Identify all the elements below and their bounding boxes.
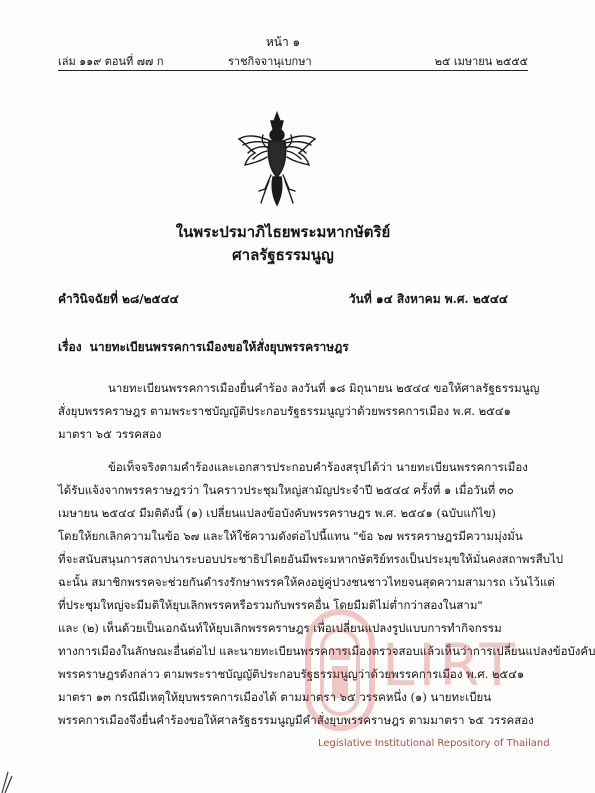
body-line: มาตรา ๖๕ วรรคสอง (58, 427, 162, 441)
garuda-emblem-icon (235, 111, 319, 207)
body-line: โดยให้ยกเลิกความในข้อ ๖๗ และให้ใช้ความดังต่อไปนี้แทน "ข้อ ๖๗ พรรคราษฎรมีความมุ่งมั่น (58, 529, 523, 543)
scan-artifact-icon (0, 768, 20, 793)
lirt-seal-icon (302, 608, 378, 732)
watermark-logo-text: LIRT (382, 631, 519, 699)
gazette-header (58, 52, 528, 68)
ruling-info (58, 290, 508, 306)
body-line: พรรคราษฎรดังกล่าว ตามพระราชบัญญัติประกอบรัฐธรรมนูญว่าด้วยพรรคการเมือง พ.ศ. ๒๕๔๑ (58, 667, 525, 681)
body-line: เมษายน ๒๕๔๔ มีมติดังนี้ (๑) เปลี่ยนแปลงข้อบังคับพรรคราษฎร พ.ศ. ๒๕๔๑ (ฉบับแก้ไข) (58, 506, 496, 520)
body-line: ได้รับแจ้งจากพรรคราษฎรว่า ในคราวประชุมใหญ่สามัญประจำปี ๒๕๔๔ ครั้งที่ ๑ เมื่อวันที่ ๓๐ (58, 483, 514, 497)
gazette-name: ราชกิจจานุเบกษา (228, 55, 312, 68)
royal-title: ในพระปรมาภิไธยพระมหากษัตริย์ (175, 223, 391, 241)
page-number: หน้า ๑ (265, 35, 301, 49)
volume-issue: เล่ม ๑๑๙ ตอนที่ ๗๗ ก (58, 55, 164, 68)
subject-text: นายทะเบียนพรรคการเมืองขอให้สั่งยุบพรรคราษฎร (89, 340, 349, 354)
body-line: มาตรา ๑๓ กรณีมีเหตุให้ยุบพรรคการเมืองได้ ตามมาตรา ๖๕ วรรคหนึ่ง (๑) นายทะเบียน (58, 690, 492, 704)
body-line: ฉะนั้น สมาชิกพรรคจะช่วยกันดำรงรักษาพรรคให้คงอยู่คู่ปวงชนชาวไทยจนสุดความสามารถ เว้นไว้แต่ (58, 575, 555, 589)
body-line: พรรคการเมืองจึงยื่นคำร้องขอให้ศาลรัฐธรรมนูญมีคำสั่งยุบพรรคราษฎร ตามมาตรา ๖๕ วรรคสอง (58, 713, 534, 727)
gazette-date: ๒๕ เมษายน ๒๕๕๕ (434, 55, 528, 68)
ruling-date: วันที่ ๑๔ สิงหาคม พ.ศ. ๒๕๔๔ (348, 292, 508, 306)
body-line: ที่ประชุมใหญ่จะมีมติให้ยุบเลิกพรรคหรือรวมกับพรรคอื่น โดยมีมติไม่ต่ำกว่าสองในสาม" (58, 598, 483, 612)
header-divider (58, 70, 528, 71)
body-line: สั่งยุบพรรคราษฎร ตามพระราชบัญญัติประกอบรัฐธรรมนูญว่าด้วยพรรคการเมือง พ.ศ. ๒๕๔๑ (58, 404, 511, 418)
subject-label: เรื่อง (58, 340, 82, 354)
court-name: ศาลรัฐธรรมนูญ (232, 246, 334, 264)
watermark-caption: Legislative Institutional Repository of Thailand (318, 738, 550, 749)
subject-line (58, 338, 349, 357)
body-line: นายทะเบียนพรรคการเมืองยื่นคำร้อง ลงวันที่ ๑๘ มิถุนายน ๒๕๔๔ ขอให้ศาลรัฐธรรมนูญ (108, 381, 540, 395)
body-line: ข้อเท็จจริงตามคำร้องและเอกสารประกอบคำร้องสรุปได้ว่า นายทะเบียนพรรคการเมือง (108, 460, 528, 474)
body-line: ที่จะสนับสนุนการสถาปนาระบอบประชาธิปไตยอันมีพระมหากษัตริย์ทรงเป็นประมุขให้มั่นคงสถาพรสืบไป (58, 552, 564, 566)
ruling-number: คำวินิจฉัยที่ ๒๘/๒๕๔๔ (58, 292, 179, 306)
body-line: และ (๒) เห็นด้วยเป็นเอกฉันท์ให้ยุบเลิกพรรคราษฎร เพื่อเปลี่ยนแปลงรูปแบบการทำกิจกรรม (58, 621, 502, 635)
body-line: ทางการเมืองในลักษณะอื่นต่อไป และนายทะเบียนพรรคการเมืองตรวจสอบแล้วเห็นว่าการเปลี่ยนแปลงข้อบังคับ (58, 644, 595, 658)
